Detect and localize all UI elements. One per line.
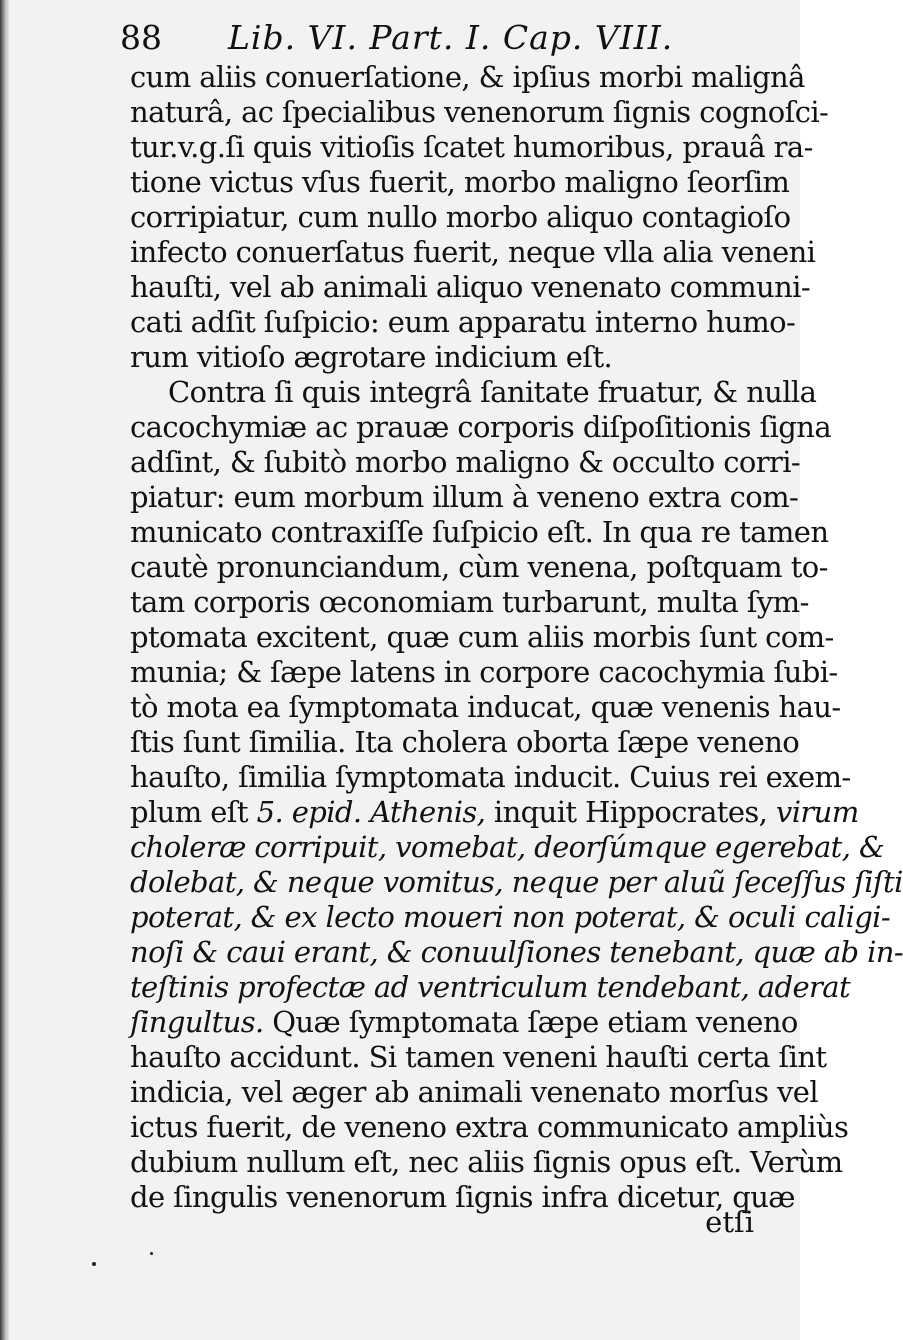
text-line — [130, 690, 841, 725]
text-segment: tam corporis œconomiam turbarunt, multa ſym- — [130, 585, 809, 619]
text-segment: cati adſit ſuſpicio: eum apparatu interno humo- — [130, 305, 796, 339]
text-segment: tur.v.g.ſi quis vitioſis ſcatet humoribus, prauâ ra- — [130, 130, 813, 164]
body-text — [130, 60, 903, 1215]
text-line — [130, 410, 832, 445]
text-line — [130, 760, 851, 795]
text-line — [130, 515, 829, 550]
catchword: etſi — [705, 1205, 754, 1239]
text-segment: naturâ, ac ſpecialibus venenorum ſignis cognoſci- — [130, 95, 829, 129]
text-segment: infecto conuerſatus fuerit, neque vlla alia veneni — [130, 235, 816, 269]
italic-quotation: noſi & caui erant, & conuulſiones tenebant, quæ ab in- — [130, 935, 903, 969]
text-line — [130, 1075, 819, 1110]
text-line — [130, 1040, 827, 1075]
text-segment: plum eſt — [130, 795, 257, 829]
text-segment: adſint, & ſubitò morbo maligno & occulto corri- — [130, 445, 801, 479]
text-segment: cacochymiæ ac prauæ corporis diſpoſitionis ſigna — [130, 410, 832, 444]
italic-quotation: choleræ corripuit, vomebat, deorſúmque egerebat, & — [130, 830, 885, 864]
text-segment: dubium nullum eſt, nec aliis ſignis opus eſt. Verùm — [130, 1145, 843, 1179]
text-line — [130, 305, 796, 340]
text-line — [130, 970, 851, 1005]
text-segment: cautè pronunciandum, cùm venena, poſtquam to- — [130, 550, 828, 584]
text-segment: hauſti, vel ab animali aliquo venenato communi- — [130, 270, 811, 304]
text-segment: ictus fuerit, de veneno extra communicato ampliùs — [130, 1110, 849, 1144]
text-line — [130, 725, 800, 760]
text-line — [130, 165, 790, 200]
page-edge-shadow — [0, 0, 10, 1340]
italic-quotation: poterat, & ex lecto moueri non poterat, & oculi caligi- — [130, 900, 891, 934]
text-segment: tione victus vſus fuerit, morbo maligno ſeorſim — [130, 165, 790, 199]
text-line — [130, 585, 809, 620]
text-segment: indicia, vel æger ab animali venenato morſus vel — [130, 1075, 819, 1109]
italic-quotation: teſtinis profectæ ad ventriculum tendebant, aderat — [130, 970, 851, 1004]
text-line — [130, 270, 811, 305]
text-line — [130, 375, 817, 410]
text-line — [130, 1180, 795, 1215]
text-line — [130, 200, 791, 235]
text-line — [130, 480, 799, 515]
text-segment: municato contraxiſſe ſuſpicio eſt. In qua re tamen — [130, 515, 829, 549]
text-segment: piatur: eum morbum illum à veneno extra com- — [130, 480, 799, 514]
italic-quotation: ſingultus. — [130, 1005, 264, 1039]
text-segment: inquit Hippocrates, — [485, 795, 776, 829]
text-segment: cum aliis conuerſatione, & ipſius morbi malignâ — [130, 60, 805, 94]
text-line — [130, 60, 805, 95]
text-line — [130, 865, 903, 900]
text-line — [130, 1005, 798, 1040]
text-segment: hauſto, ſimilia ſymptomata inducit. Cuius rei exem- — [130, 760, 851, 794]
text-segment: tò mota ea ſymptomata inducat, quæ venenis hau- — [130, 690, 841, 724]
running-head: Lib. VI. Part. I. Cap. VIII. — [228, 18, 674, 57]
text-segment: ptomata excitent, quæ cum aliis morbis ſunt com- — [130, 620, 834, 654]
text-line — [130, 340, 762, 375]
text-segment: rum vitioſo ægrotare indicium eſt. — [130, 340, 613, 374]
text-line — [130, 900, 891, 935]
text-segment: munia; & ſæpe latens in corpore cacochymia ſubi- — [130, 655, 838, 689]
text-line — [130, 655, 838, 690]
text-line — [130, 620, 834, 655]
text-line — [130, 445, 801, 480]
text-segment: Contra ſi quis integrâ ſanitate fruatur, & nulla — [168, 375, 817, 409]
text-segment: Quæ ſymptomata ſæpe etiam veneno — [263, 1005, 798, 1039]
page-number: 88 — [120, 18, 162, 57]
text-line — [130, 935, 903, 970]
text-segment: corripiatur, cum nullo morbo aliquo contagioſo — [130, 200, 791, 234]
italic-quotation: dolebat, & neque vomitus, neque per aluũ ſeceſſus ſiſti — [130, 865, 903, 899]
page-header — [120, 14, 680, 62]
ink-speck — [92, 1262, 96, 1266]
text-line — [130, 1145, 843, 1180]
text-line — [130, 795, 859, 830]
text-line — [130, 830, 885, 865]
text-line — [130, 550, 828, 585]
text-segment: ſtis ſunt ſimilia. Ita cholera oborta ſæpe veneno — [130, 725, 800, 759]
ink-speck — [150, 1252, 153, 1255]
text-segment: hauſto accidunt. Si tamen veneni hauſti certa ſint — [130, 1040, 827, 1074]
text-line — [130, 130, 813, 165]
text-line — [130, 1110, 849, 1145]
text-line — [130, 235, 816, 270]
italic-quotation: virum — [775, 795, 859, 829]
text-segment: de ſingulis venenorum ſignis infra dicetur, quæ — [130, 1180, 795, 1214]
italic-quotation: 5. epid. Athenis, — [256, 795, 486, 829]
text-line — [130, 95, 829, 130]
